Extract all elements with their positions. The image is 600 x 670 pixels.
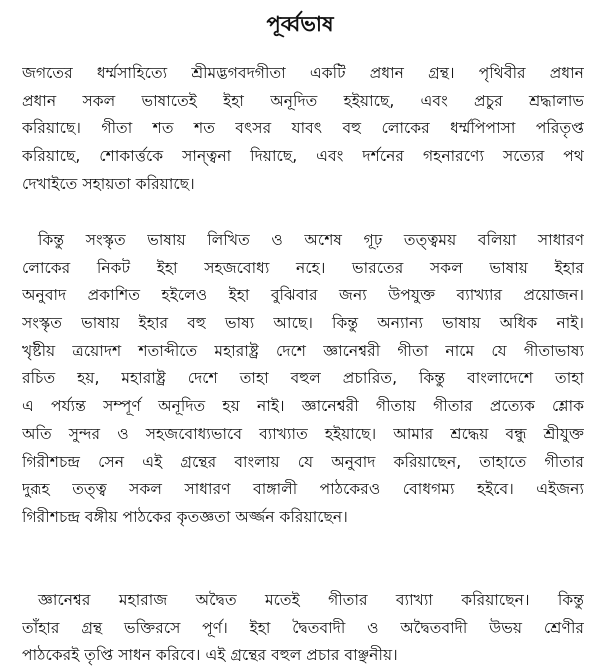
text-line: তাঁহার গ্রন্থ ভক্তিরসে পূর্ণ। ইহা দ্বৈতবাদী ও অদ্বৈতবাদী উভয় শ্রেণীর bbox=[22, 618, 584, 637]
page-title: পূর্ব্বভাষ bbox=[266, 12, 334, 36]
text-line: লোকের নিকট ইহা সহজবোধ্য নহে। ভারতের সকল ভাষায় ইহার bbox=[22, 258, 584, 277]
text-line: খৃষ্টীয় ত্রয়োদশ শতাব্দীতে মহারাষ্ট্র দেশে জ্ঞানেশ্বরী গীতা নামে যে গীতাভাষ্য bbox=[22, 341, 584, 360]
text-line: গিরীশচন্দ্র বঙ্গীয় পাঠকের কৃতজ্ঞতা অর্জ্জন করিয়াছেন। bbox=[22, 507, 348, 526]
text-line: পাঠকেরই তৃপ্তি সাধন করিবে। এই গ্রন্থের বহুল প্রচার বাঞ্ছনীয়। bbox=[22, 646, 398, 665]
paragraph-2 bbox=[22, 227, 584, 532]
text-line: জগতের ধর্ম্মসাহিত্যে শ্রীমদ্ভগবদগীতা একটি প্রধান গ্রন্থ। পৃথিবীর প্রধান bbox=[22, 64, 584, 82]
text-line: করিয়াছে। গীতা শত শত বৎসর যাবৎ বহু লোকের ধর্ম্মপিপাসা পরিতৃপ্ত bbox=[22, 119, 584, 138]
paragraph-3 bbox=[22, 587, 584, 670]
paragraph-1 bbox=[22, 60, 584, 198]
text-line: অতি সুন্দর ও সহজবোধ্যভাবে ব্যাখ্যাত হইয়াছে। আমার শ্রদ্ধেয় বন্ধু শ্রীযুক্ত bbox=[22, 424, 584, 443]
text-line: রচিত হয়, মহারাষ্ট্র দেশে তাহা বহুল প্রচারিত, কিন্তু বাংলাদেশে তাহা bbox=[22, 369, 584, 388]
text-line: করিয়াছে, শোকার্ত্তকে সান্ত্বনা দিয়াছে, এবং দর্শনের গহনারণ্যে সত্যের পথ bbox=[22, 147, 584, 166]
text-line: দুরূহ তত্ত্ব সকল সাধারণ বাঙ্গালী পাঠকেরও বোধগম্য হইবে। এইজন্য bbox=[22, 480, 584, 499]
text-line: সংস্কৃত ভাষায় ইহার বহু ভাষ্য আছে। কিন্তু অন্যান্য ভাষায় অধিক নাই। bbox=[22, 314, 584, 333]
text-line: কিন্তু সংস্কৃত ভাষায় লিখিত ও অশেষ গূঢ় তত্ত্বময় বলিয়া সাধারণ bbox=[38, 231, 584, 249]
text-line: গিরীশচন্দ্র সেন এই গ্রন্থের বাংলায় যে অনুবাদ করিয়াছেন, তাহাতে গীতার bbox=[22, 452, 584, 471]
text-line: অনুবাদ প্রকাশিত হইলেও ইহা বুঝিবার জন্য উপযুক্ত ব্যাখ্যার প্রয়োজন। bbox=[22, 286, 584, 305]
text-line: এ পর্য্যন্ত সম্পূর্ণ অনূদিত হয় নাই। জ্ঞানেশ্বরী গীতায় গীতার প্রত্যেক শ্লোক bbox=[22, 397, 584, 416]
text-line: দেখাইতে সহায়তা করিয়াছে। bbox=[22, 174, 195, 193]
text-line: প্রধান সকল ভাষাতেই ইহা অনূদিত হইয়াছে, এবং প্রচুর শ্রদ্ধালাভ bbox=[22, 91, 584, 110]
text-line: জ্ঞানেশ্বর মহারাজ অদ্বৈত মতেই গীতার ব্যাখ্যা করিয়াছেন। কিন্তু bbox=[38, 591, 584, 609]
